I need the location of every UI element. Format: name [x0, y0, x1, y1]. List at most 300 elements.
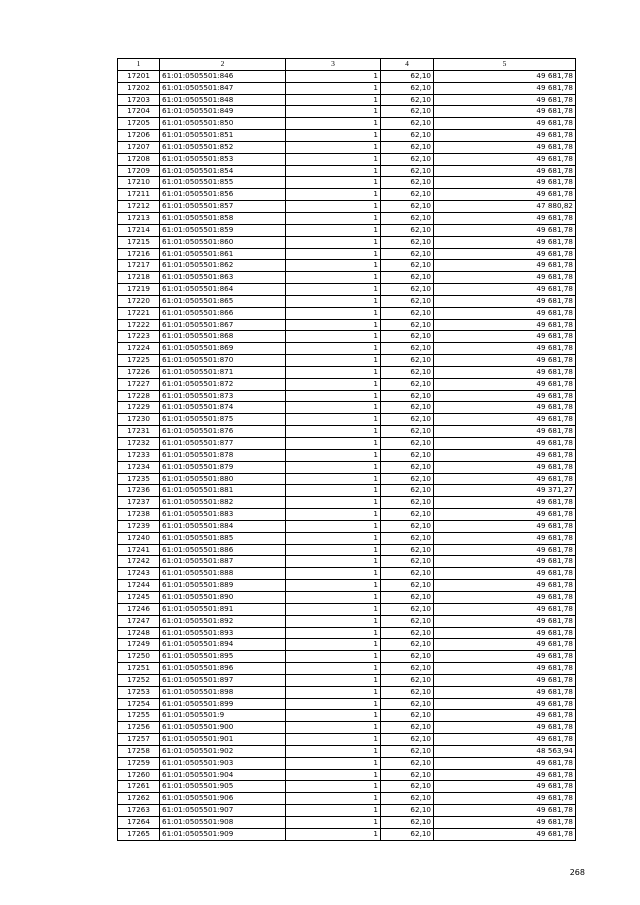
table-row — [118, 603, 576, 615]
table-row — [118, 769, 576, 781]
table-row — [118, 260, 576, 272]
area-cell: 62,10 — [381, 284, 434, 296]
row-number-cell: 17204 — [118, 106, 160, 118]
cadastral-number-cell: 61:01:0505501:873 — [160, 390, 286, 402]
area-cell: 62,10 — [381, 556, 434, 568]
row-number-cell: 17211 — [118, 189, 160, 201]
count-cell: 1 — [286, 260, 381, 272]
area-cell: 62,10 — [381, 757, 434, 769]
value-cell: 49 681,78 — [434, 497, 576, 509]
value-cell: 49 681,78 — [434, 272, 576, 284]
cadastral-number-cell: 61:01:0505501:877 — [160, 438, 286, 450]
cadastral-number-cell: 61:01:0505501:848 — [160, 94, 286, 106]
row-number-cell: 17203 — [118, 94, 160, 106]
row-number-cell: 17253 — [118, 686, 160, 698]
header-col-5: 5 — [434, 59, 576, 71]
row-number-cell: 17233 — [118, 449, 160, 461]
count-cell: 1 — [286, 627, 381, 639]
area-cell: 62,10 — [381, 248, 434, 260]
area-cell: 62,10 — [381, 686, 434, 698]
row-number-cell: 17222 — [118, 319, 160, 331]
row-number-cell: 17264 — [118, 817, 160, 829]
count-cell: 1 — [286, 449, 381, 461]
area-cell: 62,10 — [381, 615, 434, 627]
area-cell: 62,10 — [381, 817, 434, 829]
count-cell: 1 — [286, 591, 381, 603]
table-row — [118, 284, 576, 296]
count-cell: 1 — [286, 674, 381, 686]
value-cell: 49 681,78 — [434, 449, 576, 461]
value-cell: 49 681,78 — [434, 189, 576, 201]
count-cell: 1 — [286, 295, 381, 307]
row-number-cell: 17206 — [118, 130, 160, 142]
row-number-cell: 17205 — [118, 118, 160, 130]
value-cell: 49 681,78 — [434, 118, 576, 130]
area-cell: 62,10 — [381, 366, 434, 378]
value-cell: 49 681,78 — [434, 248, 576, 260]
count-cell: 1 — [286, 331, 381, 343]
cadastral-number-cell: 61:01:0505501:871 — [160, 366, 286, 378]
value-cell: 49 681,78 — [434, 722, 576, 734]
count-cell: 1 — [286, 497, 381, 509]
cadastral-number-cell: 61:01:0505501:860 — [160, 236, 286, 248]
cadastral-number-cell: 61:01:0505501:889 — [160, 580, 286, 592]
table-row — [118, 118, 576, 130]
value-cell: 49 681,78 — [434, 674, 576, 686]
cadastral-number-cell: 61:01:0505501:885 — [160, 532, 286, 544]
row-number-cell: 17225 — [118, 355, 160, 367]
count-cell: 1 — [286, 366, 381, 378]
value-cell: 49 681,78 — [434, 769, 576, 781]
row-number-cell: 17245 — [118, 591, 160, 603]
area-cell: 62,10 — [381, 378, 434, 390]
row-number-cell: 17220 — [118, 295, 160, 307]
count-cell: 1 — [286, 70, 381, 82]
value-cell: 49 681,78 — [434, 710, 576, 722]
count-cell: 1 — [286, 94, 381, 106]
row-number-cell: 17243 — [118, 568, 160, 580]
value-cell: 49 681,78 — [434, 236, 576, 248]
area-cell: 62,10 — [381, 449, 434, 461]
area-cell: 62,10 — [381, 591, 434, 603]
table-row — [118, 366, 576, 378]
count-cell: 1 — [286, 686, 381, 698]
cadastral-number-cell: 61:01:0505501:9 — [160, 710, 286, 722]
value-cell: 49 681,78 — [434, 366, 576, 378]
row-number-cell: 17242 — [118, 556, 160, 568]
area-cell: 62,10 — [381, 674, 434, 686]
count-cell: 1 — [286, 509, 381, 521]
value-cell: 49 681,78 — [434, 805, 576, 817]
cadastral-number-cell: 61:01:0505501:862 — [160, 260, 286, 272]
row-number-cell: 17235 — [118, 473, 160, 485]
table-row — [118, 189, 576, 201]
table-row — [118, 272, 576, 284]
row-number-cell: 17261 — [118, 781, 160, 793]
table-row — [118, 295, 576, 307]
cadastral-number-cell: 61:01:0505501:878 — [160, 449, 286, 461]
table-row — [118, 141, 576, 153]
row-number-cell: 17215 — [118, 236, 160, 248]
cadastral-number-cell: 61:01:0505501:850 — [160, 118, 286, 130]
cadastral-number-cell: 61:01:0505501:861 — [160, 248, 286, 260]
area-cell: 62,10 — [381, 639, 434, 651]
value-cell: 49 681,78 — [434, 603, 576, 615]
cadastral-number-cell: 61:01:0505501:890 — [160, 591, 286, 603]
value-cell: 49 681,78 — [434, 426, 576, 438]
count-cell: 1 — [286, 651, 381, 663]
row-number-cell: 17208 — [118, 153, 160, 165]
row-number-cell: 17221 — [118, 307, 160, 319]
count-cell: 1 — [286, 461, 381, 473]
value-cell: 49 681,78 — [434, 224, 576, 236]
area-cell: 62,10 — [381, 141, 434, 153]
count-cell: 1 — [286, 520, 381, 532]
cadastral-number-cell: 61:01:0505501:846 — [160, 70, 286, 82]
cadastral-number-cell: 61:01:0505501:883 — [160, 509, 286, 521]
value-cell: 49 681,78 — [434, 663, 576, 675]
area-cell: 62,10 — [381, 580, 434, 592]
table-row — [118, 438, 576, 450]
count-cell: 1 — [286, 615, 381, 627]
table-row — [118, 153, 576, 165]
cadastral-number-cell: 61:01:0505501:880 — [160, 473, 286, 485]
area-cell: 62,10 — [381, 201, 434, 213]
area-cell: 62,10 — [381, 177, 434, 189]
row-number-cell: 17265 — [118, 828, 160, 840]
value-cell: 47 880,82 — [434, 201, 576, 213]
table-row — [118, 532, 576, 544]
cadastral-number-cell: 61:01:0505501:884 — [160, 520, 286, 532]
row-number-cell: 17217 — [118, 260, 160, 272]
value-cell: 49 681,78 — [434, 141, 576, 153]
value-cell: 49 681,78 — [434, 817, 576, 829]
area-cell: 62,10 — [381, 118, 434, 130]
count-cell: 1 — [286, 130, 381, 142]
area-cell: 62,10 — [381, 390, 434, 402]
area-cell: 62,10 — [381, 272, 434, 284]
table-row — [118, 212, 576, 224]
page-number: 268 — [569, 868, 585, 877]
row-number-cell: 17258 — [118, 745, 160, 757]
row-number-cell: 17239 — [118, 520, 160, 532]
count-cell: 1 — [286, 757, 381, 769]
cadastral-number-cell: 61:01:0505501:855 — [160, 177, 286, 189]
row-number-cell: 17218 — [118, 272, 160, 284]
count-cell: 1 — [286, 580, 381, 592]
row-number-cell: 17256 — [118, 722, 160, 734]
count-cell: 1 — [286, 817, 381, 829]
table-row — [118, 639, 576, 651]
table-row — [118, 94, 576, 106]
table-row — [118, 426, 576, 438]
area-cell: 62,10 — [381, 698, 434, 710]
area-cell: 62,10 — [381, 402, 434, 414]
row-number-cell: 17219 — [118, 284, 160, 296]
row-number-cell: 17213 — [118, 212, 160, 224]
value-cell: 49 681,78 — [434, 130, 576, 142]
area-cell: 62,10 — [381, 414, 434, 426]
cadastral-number-cell: 61:01:0505501:869 — [160, 343, 286, 355]
value-cell: 49 681,78 — [434, 651, 576, 663]
table-row — [118, 414, 576, 426]
header-col-2: 2 — [160, 59, 286, 71]
value-cell: 49 681,78 — [434, 734, 576, 746]
cadastral-number-cell: 61:01:0505501:904 — [160, 769, 286, 781]
cadastral-number-cell: 61:01:0505501:856 — [160, 189, 286, 201]
value-cell: 49 681,78 — [434, 378, 576, 390]
row-number-cell: 17249 — [118, 639, 160, 651]
table-row — [118, 485, 576, 497]
table-row — [118, 473, 576, 485]
table-row — [118, 674, 576, 686]
value-cell: 49 681,78 — [434, 509, 576, 521]
value-cell: 49 681,78 — [434, 556, 576, 568]
row-number-cell: 17257 — [118, 734, 160, 746]
row-number-cell: 17248 — [118, 627, 160, 639]
value-cell: 49 681,78 — [434, 82, 576, 94]
cadastral-number-cell: 61:01:0505501:909 — [160, 828, 286, 840]
header-col-1: 1 — [118, 59, 160, 71]
cadastral-number-cell: 61:01:0505501:895 — [160, 651, 286, 663]
value-cell: 49 681,78 — [434, 568, 576, 580]
count-cell: 1 — [286, 343, 381, 355]
table-row — [118, 390, 576, 402]
table-row — [118, 165, 576, 177]
row-number-cell: 17232 — [118, 438, 160, 450]
value-cell: 49 681,78 — [434, 295, 576, 307]
count-cell: 1 — [286, 177, 381, 189]
cadastral-number-cell: 61:01:0505501:905 — [160, 781, 286, 793]
table-row — [118, 355, 576, 367]
area-cell: 62,10 — [381, 603, 434, 615]
value-cell: 49 681,78 — [434, 639, 576, 651]
value-cell: 49 681,78 — [434, 331, 576, 343]
area-cell: 62,10 — [381, 189, 434, 201]
table-row — [118, 177, 576, 189]
area-cell: 62,10 — [381, 568, 434, 580]
area-cell: 62,10 — [381, 224, 434, 236]
row-number-cell: 17230 — [118, 414, 160, 426]
row-number-cell: 17216 — [118, 248, 160, 260]
row-number-cell: 17202 — [118, 82, 160, 94]
cadastral-number-cell: 61:01:0505501:866 — [160, 307, 286, 319]
table-row — [118, 568, 576, 580]
table-row — [118, 556, 576, 568]
value-cell: 49 681,78 — [434, 177, 576, 189]
table-row — [118, 686, 576, 698]
table-row — [118, 509, 576, 521]
value-cell: 49 681,78 — [434, 627, 576, 639]
value-cell: 49 681,78 — [434, 828, 576, 840]
table-header — [118, 59, 576, 71]
area-cell: 62,10 — [381, 355, 434, 367]
header-row — [118, 59, 576, 71]
cadastral-number-cell: 61:01:0505501:888 — [160, 568, 286, 580]
count-cell: 1 — [286, 106, 381, 118]
area-cell: 62,10 — [381, 805, 434, 817]
count-cell: 1 — [286, 769, 381, 781]
area-cell: 62,10 — [381, 130, 434, 142]
value-cell: 49 681,78 — [434, 414, 576, 426]
cadastral-number-cell: 61:01:0505501:908 — [160, 817, 286, 829]
table-row — [118, 663, 576, 675]
area-cell: 62,10 — [381, 734, 434, 746]
cadastral-number-cell: 61:01:0505501:893 — [160, 627, 286, 639]
table-row — [118, 734, 576, 746]
value-cell: 49 681,78 — [434, 686, 576, 698]
area-cell: 62,10 — [381, 663, 434, 675]
count-cell: 1 — [286, 556, 381, 568]
row-number-cell: 17223 — [118, 331, 160, 343]
count-cell: 1 — [286, 734, 381, 746]
count-cell: 1 — [286, 212, 381, 224]
table-row — [118, 319, 576, 331]
cadastral-number-cell: 61:01:0505501:863 — [160, 272, 286, 284]
count-cell: 1 — [286, 639, 381, 651]
cadastral-number-cell: 61:01:0505501:894 — [160, 639, 286, 651]
cadastral-number-cell: 61:01:0505501:900 — [160, 722, 286, 734]
value-cell: 49 681,78 — [434, 284, 576, 296]
row-number-cell: 17237 — [118, 497, 160, 509]
row-number-cell: 17214 — [118, 224, 160, 236]
count-cell: 1 — [286, 438, 381, 450]
value-cell: 49 681,78 — [434, 307, 576, 319]
count-cell: 1 — [286, 319, 381, 331]
count-cell: 1 — [286, 390, 381, 402]
count-cell: 1 — [286, 485, 381, 497]
area-cell: 62,10 — [381, 793, 434, 805]
table-row — [118, 805, 576, 817]
value-cell: 49 681,78 — [434, 461, 576, 473]
cadastral-number-cell: 61:01:0505501:872 — [160, 378, 286, 390]
header-col-4: 4 — [381, 59, 434, 71]
area-cell: 62,10 — [381, 769, 434, 781]
area-cell: 62,10 — [381, 94, 434, 106]
count-cell: 1 — [286, 189, 381, 201]
count-cell: 1 — [286, 426, 381, 438]
value-cell: 49 681,78 — [434, 165, 576, 177]
area-cell: 62,10 — [381, 497, 434, 509]
area-cell: 62,10 — [381, 509, 434, 521]
row-number-cell: 17254 — [118, 698, 160, 710]
count-cell: 1 — [286, 236, 381, 248]
value-cell: 49 681,78 — [434, 390, 576, 402]
area-cell: 62,10 — [381, 153, 434, 165]
table-row — [118, 520, 576, 532]
cadastral-number-cell: 61:01:0505501:899 — [160, 698, 286, 710]
cadastral-number-cell: 61:01:0505501:864 — [160, 284, 286, 296]
table-row — [118, 248, 576, 260]
count-cell: 1 — [286, 414, 381, 426]
row-number-cell: 17210 — [118, 177, 160, 189]
row-number-cell: 17246 — [118, 603, 160, 615]
cadastral-number-cell: 61:01:0505501:876 — [160, 426, 286, 438]
cadastral-number-cell: 61:01:0505501:868 — [160, 331, 286, 343]
area-cell: 62,10 — [381, 722, 434, 734]
cadastral-number-cell: 61:01:0505501:886 — [160, 544, 286, 556]
table-row — [118, 544, 576, 556]
value-cell: 49 681,78 — [434, 544, 576, 556]
table-row — [118, 757, 576, 769]
cadastral-number-cell: 61:01:0505501:859 — [160, 224, 286, 236]
area-cell: 62,10 — [381, 295, 434, 307]
area-cell: 62,10 — [381, 710, 434, 722]
count-cell: 1 — [286, 201, 381, 213]
cadastral-number-cell: 61:01:0505501:879 — [160, 461, 286, 473]
row-number-cell: 17238 — [118, 509, 160, 521]
area-cell: 62,10 — [381, 473, 434, 485]
count-cell: 1 — [286, 781, 381, 793]
row-number-cell: 17226 — [118, 366, 160, 378]
value-cell: 49 681,78 — [434, 757, 576, 769]
area-cell: 62,10 — [381, 82, 434, 94]
count-cell: 1 — [286, 805, 381, 817]
row-number-cell: 17247 — [118, 615, 160, 627]
table-row — [118, 793, 576, 805]
row-number-cell: 17207 — [118, 141, 160, 153]
value-cell: 49 681,78 — [434, 153, 576, 165]
value-cell: 48 563,94 — [434, 745, 576, 757]
cadastral-number-cell: 61:01:0505501:896 — [160, 663, 286, 675]
table-row — [118, 343, 576, 355]
value-cell: 49 681,78 — [434, 94, 576, 106]
value-cell: 49 681,78 — [434, 402, 576, 414]
count-cell: 1 — [286, 710, 381, 722]
area-cell: 62,10 — [381, 544, 434, 556]
value-cell: 49 371,27 — [434, 485, 576, 497]
table-row — [118, 461, 576, 473]
table-body — [118, 70, 576, 840]
count-cell: 1 — [286, 544, 381, 556]
count-cell: 1 — [286, 532, 381, 544]
value-cell: 49 681,78 — [434, 260, 576, 272]
area-cell: 62,10 — [381, 260, 434, 272]
cadastral-number-cell: 61:01:0505501:852 — [160, 141, 286, 153]
value-cell: 49 681,78 — [434, 615, 576, 627]
table-row — [118, 591, 576, 603]
cadastral-number-cell: 61:01:0505501:865 — [160, 295, 286, 307]
area-cell: 62,10 — [381, 70, 434, 82]
table-row — [118, 402, 576, 414]
area-cell: 62,10 — [381, 485, 434, 497]
area-cell: 62,10 — [381, 651, 434, 663]
area-cell: 62,10 — [381, 532, 434, 544]
count-cell: 1 — [286, 355, 381, 367]
area-cell: 62,10 — [381, 828, 434, 840]
table-row — [118, 615, 576, 627]
cadastral-number-cell: 61:01:0505501:870 — [160, 355, 286, 367]
cadastral-number-cell: 61:01:0505501:898 — [160, 686, 286, 698]
cadastral-number-cell: 61:01:0505501:891 — [160, 603, 286, 615]
value-cell: 49 681,78 — [434, 473, 576, 485]
cadastral-number-cell: 61:01:0505501:881 — [160, 485, 286, 497]
table-row — [118, 307, 576, 319]
value-cell: 49 681,78 — [434, 793, 576, 805]
area-cell: 62,10 — [381, 745, 434, 757]
area-cell: 62,10 — [381, 212, 434, 224]
cadastral-number-cell: 61:01:0505501:897 — [160, 674, 286, 686]
area-cell: 62,10 — [381, 461, 434, 473]
row-number-cell: 17236 — [118, 485, 160, 497]
count-cell: 1 — [286, 663, 381, 675]
value-cell: 49 681,78 — [434, 438, 576, 450]
table-row — [118, 449, 576, 461]
area-cell: 62,10 — [381, 438, 434, 450]
table-row — [118, 781, 576, 793]
value-cell: 49 681,78 — [434, 70, 576, 82]
table-row — [118, 70, 576, 82]
